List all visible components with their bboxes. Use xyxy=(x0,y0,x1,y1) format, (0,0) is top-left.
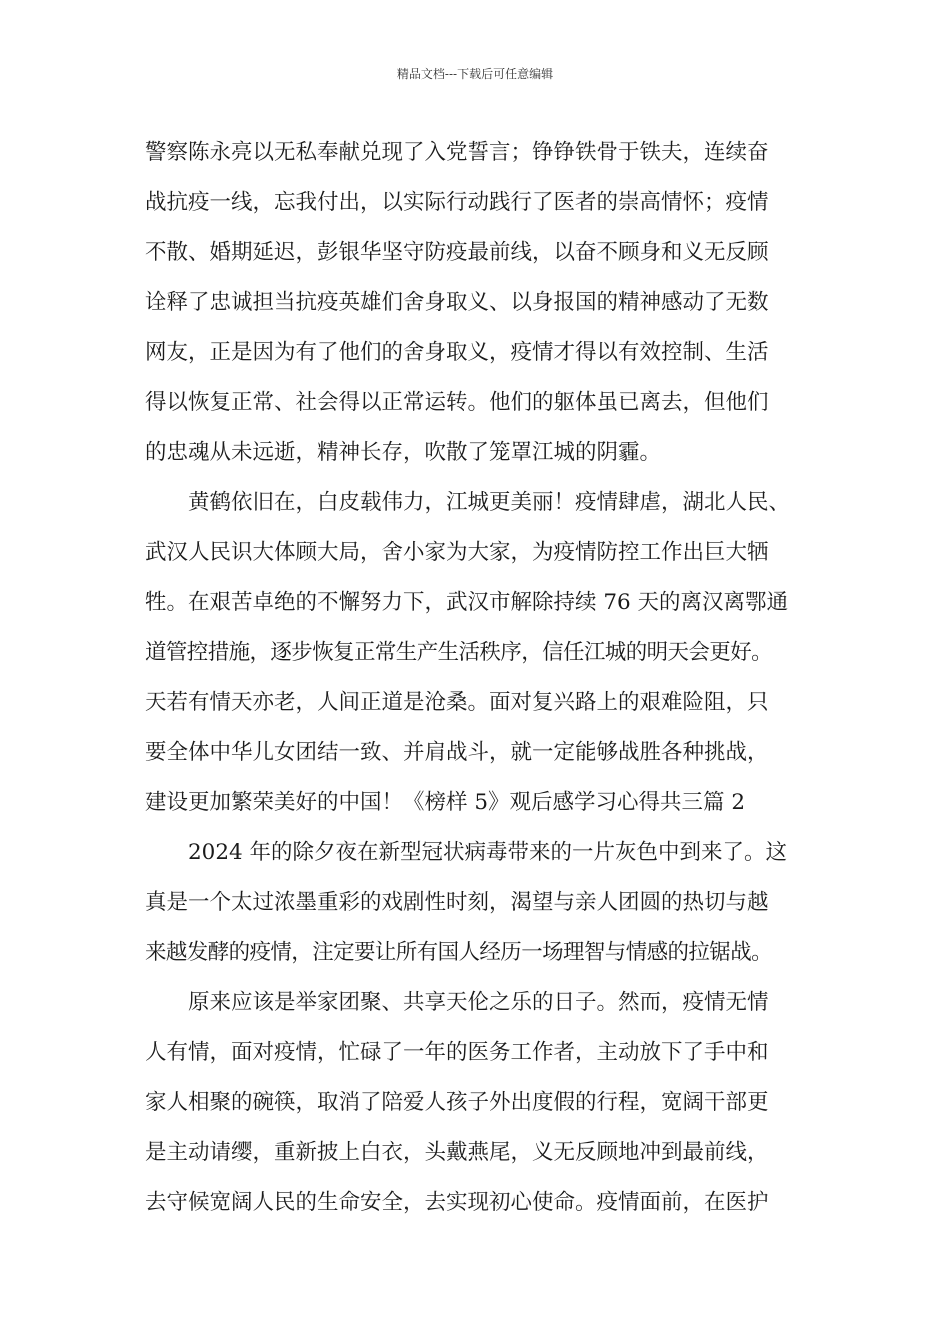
text-line: 家人相聚的碗筷，取消了陪爱人孩子外出度假的行程，宽阔干部更 xyxy=(145,1090,769,1115)
text-line: 要全体中华儿女团结一致、并肩战斗，就一定能够战胜各种挑战， xyxy=(145,740,769,765)
page-header: 精品文档---下载后可任意编辑 xyxy=(396,67,554,81)
text-line: 诠释了忠诚担当抗疫英雄们舍身取义、以身报国的精神感动了无数 xyxy=(145,290,769,315)
text-line: 得以恢复正常、社会得以正常运转。他们的躯体虽已离去，但他们 xyxy=(145,390,769,415)
text-line: 人有情，面对疫情，忙碌了一年的医务工作者，主动放下了手中和 xyxy=(145,1040,769,1065)
text-line: 天若有情天亦老，人间正道是沧桑。面对复兴路上的艰难险阻，只 xyxy=(145,690,769,715)
text-line: 网友，正是因为有了他们的舍身取义，疫情才得以有效控制、生活 xyxy=(145,340,769,365)
text-line: 是主动请缨，重新披上白衣，头戴燕尾，义无反顾地冲到最前线， xyxy=(145,1140,769,1165)
text-line: 原来应该是举家团聚、共享天伦之乐的日子。然而，疫情无情 xyxy=(188,990,769,1015)
text-line: 牲。在艰苦卓绝的不懈努力下，武汉市解除持续 76 天的离汉离鄂通 xyxy=(145,590,789,615)
text-line: 的忠魂从未远逝，精神长存，吹散了笼罩江城的阴霾。 xyxy=(145,440,662,465)
text-line: 黄鹤依旧在，白皮载伟力，江城更美丽！疫情肆虐，湖北人民、 xyxy=(188,490,791,515)
text-line: 道管控措施，逐步恢复正常生产生活秩序，信任江城的明天会更好。 xyxy=(145,640,773,665)
text-line: 武汉人民识大体顾大局，舍小家为大家，为疫情防控工作出巨大牺 xyxy=(145,540,769,565)
text-line: 不散、婚期延迟，彭银华坚守防疫最前线，以奋不顾身和义无反顾 xyxy=(145,240,769,265)
text-line: 建设更加繁荣美好的中国！《榜样 5》观后感学习心得共三篇 2 xyxy=(145,790,746,815)
text-line: 来越发酵的疫情，注定要让所有国人经历一场理智与情感的拉锯战。 xyxy=(145,940,773,965)
text-line: 去守候宽阔人民的生命安全，去实现初心使命。疫情面前，在医护 xyxy=(145,1190,769,1215)
text-line: 警察陈永亮以无私奉献兑现了入党誓言；铮铮铁骨于铁夫，连续奋 xyxy=(145,140,769,165)
text-line: 真是一个太过浓墨重彩的戏剧性时刻，渴望与亲人团圆的热切与越 xyxy=(145,890,769,915)
text-line: 2024 年的除夕夜在新型冠状病毒带来的一片灰色中到来了。这 xyxy=(188,840,788,865)
text-line: 战抗疫一线，忘我付出，以实际行动践行了医者的崇高情怀；疫情 xyxy=(145,190,769,215)
document-body xyxy=(145,128,813,1228)
